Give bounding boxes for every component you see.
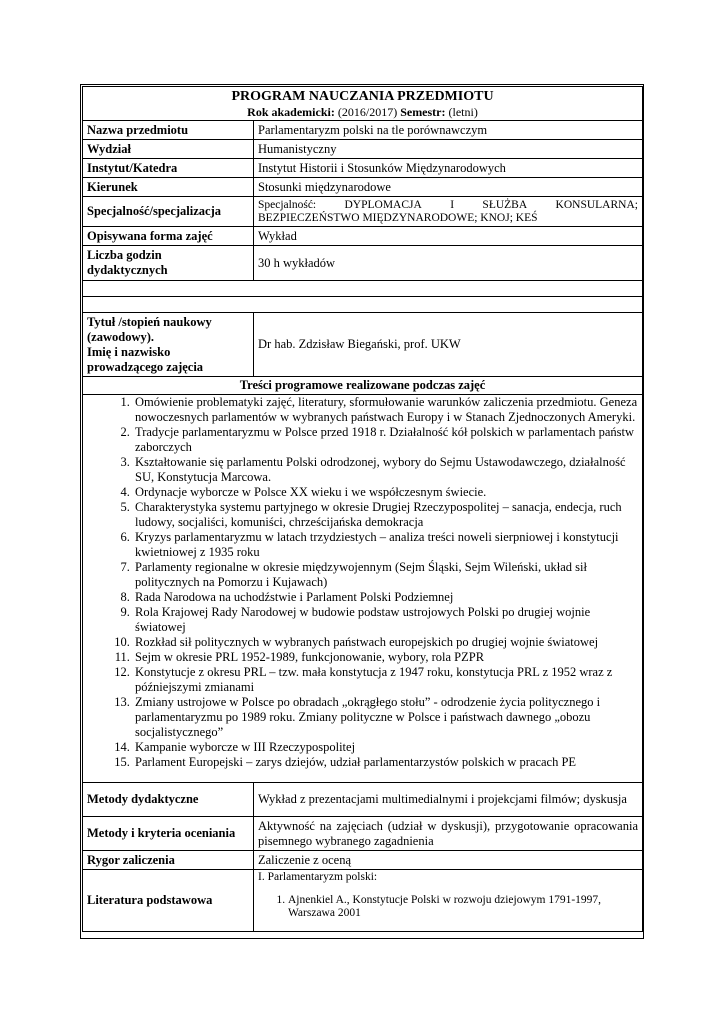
topic-item: 2. Tradycje parlamentaryzmu w Polsce przed 1918 r. Działalność kół polskich w parlamentach państw zaborczych: [133, 425, 638, 455]
didactic-methods-value: Wykład z prezentacjami multimedialnymi i projekcjami filmów; dyskusja: [254, 783, 643, 817]
lecturer-value: Dr hab. Zdzisław Biegański, prof. UKW: [254, 313, 643, 377]
assessment-value: Aktywność na zajęciach (udział w dyskusji), przygotowanie opracowania pisemnego wybranego zagadnienia: [254, 817, 643, 851]
rigor-value: Zaliczenie z oceną: [254, 851, 643, 870]
specialization-line-1: [258, 199, 638, 212]
specialization-row: [83, 197, 643, 227]
hours-label: [83, 246, 254, 281]
semester-value: (letni): [448, 105, 478, 119]
topic-item: 5. Charakterystyka systemu partyjnego w okresie Drugiej Rzeczypospolitej – sanacja, endecja, ruch ludowy, socjaliści, komuniści, chrześcijańska demokracja: [133, 500, 638, 530]
literature-label: Literatura podstawowa: [83, 870, 254, 932]
lecturer-label-line-3: Imię i nazwisko: [87, 344, 171, 359]
major-label: Kierunek: [83, 178, 254, 197]
content-topics-row: [83, 395, 643, 783]
academic-year-line: [87, 105, 638, 119]
specialization-line-2: BEZPIECZEŃSTWO MIĘDZYNARODOWE; KNOJ; KEŚ: [258, 211, 538, 224]
literature-section: I. Parlamentaryzm polski:: [258, 871, 378, 883]
rigor-row: [83, 851, 643, 870]
didactic-methods-label: Metody dydaktyczne: [83, 783, 254, 817]
content-heading-row: [83, 377, 643, 395]
topic-item: 14. Kampanie wyborcze w III Rzeczypospolitej: [133, 740, 638, 755]
lecturer-row: [83, 313, 643, 377]
lecturer-label-line-2: (zawodowy).: [87, 329, 155, 344]
major-row: [83, 178, 643, 197]
topic-item: 13. Zmiany ustrojowe w Polsce po obradach „okrągłego stołu” - odrodzenie życia politycznego i parlamentaryzmu po 1989 roku. Zmiany polityczne w Polsce i państwach dawnego „obozu socjalistycznego”: [133, 695, 638, 740]
topic-item: 6. Kryzys parlamentaryzmu w latach trzydziestych – analiza treści noweli sierpniowej i konstytucji kwietniowej z 1935 roku: [133, 530, 638, 560]
institute-label: Instytut/Katedra: [83, 159, 254, 178]
topic-item: 7. Parlamenty regionalne w okresie międzywojennym (Sejm Śląski, Sejm Wileński, układ sił politycznych na Pomorzu i Kujawach): [133, 560, 638, 590]
spec-word: Specjalność:: [258, 198, 317, 211]
lecturer-label: [83, 313, 254, 377]
topic-item: 10. Rozkład sił politycznych w wybranych państwach europejskich po drugiej wojnie światowej: [133, 635, 638, 650]
didactic-methods-row: [83, 783, 643, 817]
lecturer-label-line-4: prowadzącego zajęcia: [87, 359, 204, 374]
topic-item: 11. Sejm w okresie PRL 1952-1989, funkcjonowanie, wybory, rola PZPR: [133, 650, 638, 665]
header-row: [83, 87, 643, 121]
course-name-label: Nazwa przedmiotu: [83, 121, 254, 140]
rigor-label: Rygor zaliczenia: [83, 851, 254, 870]
major-value: Stosunki międzynarodowe: [254, 178, 643, 197]
literature-item: 1. Ajnenkiel A., Konstytucje Polski w rozwoju dziejowym 1791-1997, Warszawa 2001: [288, 894, 638, 920]
content-heading: Treści programowe realizowane podczas zajęć: [83, 377, 643, 395]
hours-row: [83, 246, 643, 281]
hours-label-line-2: dydaktycznych: [87, 263, 168, 277]
topic-item: 9. Rola Krajowej Rady Narodowej w budowie podstaw ustrojowych Polski po drugiej wojnie światowej: [133, 605, 638, 635]
lecturer-label-line-1: Tytuł /stopień naukowy: [87, 314, 212, 329]
topic-item: 1. Omówienie problematyki zajęć, literatury, sformułowanie warunków zaliczenia przedmiotu. Geneza nowoczesnych parlamentów w wybranych państwach Europy i w Stanach Zjednoczonych Ameryki.: [133, 395, 638, 425]
topic-item: 4. Ordynacje wyborcze w Polsce XX wieku i we współczesnym świecie.: [133, 485, 638, 500]
syllabus-table: [82, 86, 643, 932]
semester-label: Semestr:: [400, 105, 446, 119]
institute-value: Instytut Historii i Stosunków Międzynarodowych: [254, 159, 643, 178]
spacer-row-2: [83, 297, 643, 313]
faculty-value: Humanistyczny: [254, 140, 643, 159]
hours-label-line-1: Liczba godzin: [87, 248, 162, 262]
faculty-label: Wydział: [83, 140, 254, 159]
assessment-row: [83, 817, 643, 851]
institute-row: [83, 159, 643, 178]
course-name-value: Parlamentaryzm polski na tle porównawczym: [254, 121, 643, 140]
literature-list: [258, 894, 638, 920]
spec-word: SŁUŻBA: [482, 198, 528, 211]
topic-item: 3. Kształtowanie się parlamentu Polski odrodzonej, wybory do Sejmu Ustawodawczego, działalność SU, Konstytucja Marcowa.: [133, 455, 638, 485]
academic-year-label: Rok akademicki:: [247, 105, 335, 119]
assessment-label: Metody i kryteria oceniania: [83, 817, 254, 851]
document-title: PROGRAM NAUCZANIA PRZEDMIOTU: [231, 89, 494, 104]
specialization-label: Specjalność/specjalizacja: [83, 197, 254, 227]
faculty-row: [83, 140, 643, 159]
form-row: [83, 227, 643, 246]
topic-item: 15. Parlament Europejski – zarys dziejów, udział parlamentarzystów polskich w pracach PE: [133, 755, 638, 770]
spec-word: DYPLOMACJA: [344, 198, 422, 211]
course-name-row: [83, 121, 643, 140]
topic-item: 12. Konstytucje z okresu PRL – tzw. mała konstytucja z 1947 roku, konstytucja PRL z 1952 wraz z późniejszymi zmianami: [133, 665, 638, 695]
topic-item: 8. Rada Narodowa na uchodźstwie i Parlament Polski Podziemnej: [133, 590, 638, 605]
form-value: Wykład: [254, 227, 643, 246]
spec-word: I: [450, 198, 455, 211]
literature-value: [254, 870, 643, 932]
spacer-row-1: [83, 281, 643, 297]
academic-year-value: (2016/2017): [337, 105, 398, 119]
spec-word: KONSULARNA;: [555, 198, 638, 211]
literature-row: [83, 870, 643, 932]
form-label: Opisywana forma zajęć: [83, 227, 254, 246]
topics-list: [87, 395, 638, 782]
specialization-value: [254, 197, 643, 227]
hours-value: 30 h wykładów: [254, 246, 643, 281]
